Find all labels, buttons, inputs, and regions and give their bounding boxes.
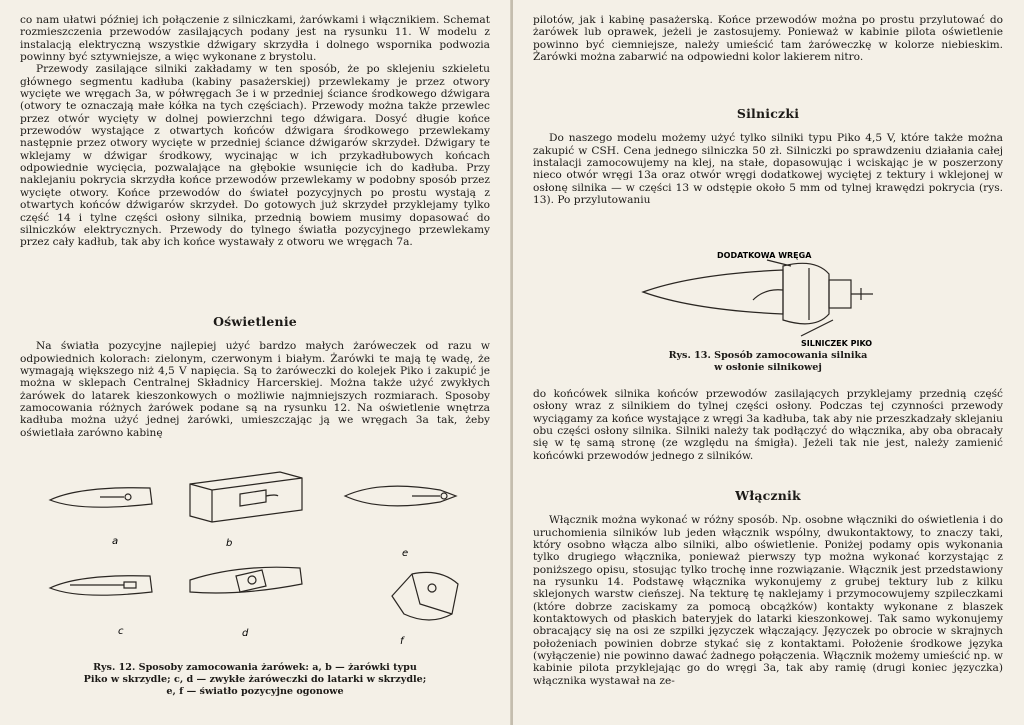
fig12-label-f: f <box>400 636 404 647</box>
right-text-motors <box>533 108 1003 206</box>
fig12-f-drawing <box>392 572 458 620</box>
right-page <box>513 0 1024 725</box>
right-text-top <box>533 14 1003 63</box>
fig13-label-extra-frame: DODATKOWA WRĘGA <box>717 251 812 260</box>
fig12-e-drawing <box>345 486 456 506</box>
fig12-label-b: b <box>226 538 233 549</box>
fig12-label-a: a <box>112 536 119 547</box>
caption12-line3: e, f — światło pozycyjne ogonowe <box>166 686 344 697</box>
caption-figure-12 <box>30 662 480 698</box>
right-paragraph-2: Do naszego modelu możemy użyć tylko silniki typu Piko 4,5 V, które także można zakupić w CSH. Cena jednego silniczka 50 zł. Silniczki po sprawdzeniu działania całej instalacji zamocowujemy na klej, na stałe, dopasowując i wciskając je w poszerzony nieco otwór wręgi 13a oraz otwór wręgi dodatkowej wyciętej z tektury i wklejonej w osłonę silnika — w części 13 w odstępie około 5 mm od tylnej krawędzi pokrycia (rys. 13). Po przylutowaniu <box>533 132 1003 207</box>
fig12-a-drawing <box>50 488 152 507</box>
left-text-top <box>20 14 490 249</box>
caption-figure-13 <box>643 350 893 374</box>
fig12-label-d: d <box>242 628 249 639</box>
caption12-line1: Rys. 12. Sposoby zamocowania żarówek: a, b — żarówki typu <box>93 662 417 673</box>
heading-switch: Włącznik <box>735 488 801 503</box>
caption13-line2: w osłonie silnikowej <box>714 362 822 373</box>
figure-13-motor-mount <box>633 244 933 348</box>
figure-12-bulb-mounts <box>40 464 480 660</box>
fig12-b-drawing <box>190 472 302 522</box>
fig12-c-drawing <box>50 576 152 595</box>
fig12-label-c: c <box>118 626 124 637</box>
fig12-d-drawing <box>190 567 302 593</box>
heading-lighting: Oświetlenie <box>213 314 297 329</box>
heading-motors: Silniczki <box>736 106 800 121</box>
caption13-line1: Rys. 13. Sposób zamocowania silnika <box>668 350 868 361</box>
fig13-label-piko-motor: SILNICZEK PIKO <box>801 339 873 348</box>
right-paragraph-3: do końcówek silnika końców przewodów zasilających przyklejamy przednią część osłony wraz z silnikiem do tylnej części osłony. Podczas tej czynności przewody wyciągamy za końce wystające z wręgi 3a kadłuba, tak aby nie przeszkadzały sklejaniu obu części osłony silnika. Silniki należy tak podłączyć do włącznika, aby oba obracały się w tę samą stronę (ze względu na śmigła). Jeżeli tak nie jest, należy zamienić końcówki przewodów jednego z silników. <box>533 388 1003 462</box>
left-text-lighting <box>20 316 490 439</box>
right-paragraph-1: pilotów, jak i kabinę pasażerską. Końce przewodów można po prostu przylutować do żarówek lub oprawek, jeżeli je zastosujemy. Ponieważ w kabinie pilota oświetlenie powinno być ciemniejsze, należy umieścić tam żaróweczkę w kolorze niebieskim. Żarówki można zabarwić na odpowiedni kolor lakierem nitro. <box>533 14 1003 64</box>
right-text-connection <box>533 388 1003 462</box>
left-paragraph-2: Przewody zasilające silniki zakładamy w ten sposób, że po sklejeniu szkieletu głównego segmentu kadłuba (kabiny pasażerskiej) przewlekamy je przez otwory wycięte we wręgach 3a, w półwręgach 3e i w przedniej ściance środkowego dźwigara (otwory te oznaczają małe kółka na tych częściach). Przewody można także przewlec przez otwór wycięty w dolnej powierzchni tego dźwigara. Dosyć długie końce przewodów wystające z otwartych końców dźwigara środkowego przewlekamy następnie przez otwory wycięte w przedniej ściance dźwigarów skrzydeł. Dźwigary te wklejamy w dźwigar środkowy, wycinając w ich przykadłubowych końcach odpowiednie wycięcia, pozwalające na głębokie wsunięcie ich do kadłuba. Przy naklejaniu pokrycia skrzydła końce przewodów przewlekamy w podobny sposób przez wycięte otwory. Końce przewodów do świateł pozycyjnych po prostu wystają z otwartych końców dźwigarów skrzydeł. Do gotowych już skrzydeł przyklejamy tylko część 14 i tylne części osłony silnika, przednią bowiem musimy dopasować do silniczków elektrycznych. Przewody do tylnego światła pozycyjnego przewlekamy przez cały kadłub, tak aby ich końce wystawały z otworu we wręgach 7a. <box>20 63 490 249</box>
right-paragraph-4: Włącznik można wykonać w różny sposób. Np. osobne włączniki do oświetlenia i do uruchomienia silników lub jeden włącznik wspólny, dwukontaktowy, to znaczy taki, który osobno włącza albo silniki, albo oświetlenie. Poniżej podamy opis wykonania tylko drugiego włącznika, ponieważ pierwszy typ można wykonać korzystając z poniższego opisu, stosując tylko trochę inne rozwiązanie. Włącznik jest przedstawiony na rysunku 14. Podstawę włącznika wykonujemy z grubej tektury lub z kilku sklejonych warstw cieńszej. Na tekturę tę naklejamy i przymocowujemy szpileczkami (które dobrze zaciskamy za pomocą obcążków) kontakty wykonane z blaszek kontaktowych od płaskich bateryjek do latarki kieszonkowej. Tak samo wykonujemy obracający się na osi ze szpilki języczek włączający. Języczek po obrocie w skrajnych położeniach powinien dobrze stykać się z kontaktami. Położenie środkowe języka (wyłączenie) nie powinno dawać żadnego połączenia. Włącznik możemy umieścić np. w kabinie pilota przyklejając go do wręgi 3a, tak aby ramię (drugi koniec języczka) włącznika wystawał na ze- <box>533 514 1003 687</box>
fig12-label-e: e <box>402 548 409 559</box>
left-paragraph-3: Na światła pozycyjne najlepiej użyć bardzo małych żaróweczek od razu w odpowiednich kolorach: zielonym, czerwonym i białym. Żarówki te mają tę wadę, że wymagają większego niż 4,5 V napięcia. Są to żaróweczki do kolejek Piko i zakupić je można w sklepach Centralnej Składnicy Harcerskiej. Można także użyć zwykłych żarówek do latarek kieszonkowych o możliwie najmniejszych rozmiarach. Sposoby zamocowania różnych żarówek podane są na rysunku 12. Na oświetlenie wnętrza kadłuba można użyć jednej żarówki, umieszczając ją we wręgach 3a tak, żeby oświetlała zarówno kabinę <box>20 340 490 439</box>
left-page <box>0 0 511 725</box>
caption12-line2: Piko w skrzydle; c, d — zwykłe żaróweczki do latarki w skrzydle; <box>83 674 427 685</box>
right-text-switch <box>533 490 1003 687</box>
left-paragraph-1: co nam ułatwi później ich połączenie z silniczkami, żarówkami i włącznikiem. Schemat rozmieszczenia przewodów zasilających podany jest na rysunku 11. W modelu z instalacją elektryczną wszystkie dźwigary skrzydła i dolnego wspornika podwozia powinny być sztywniejsze, a więc wykonane z brystolu. <box>20 14 490 64</box>
